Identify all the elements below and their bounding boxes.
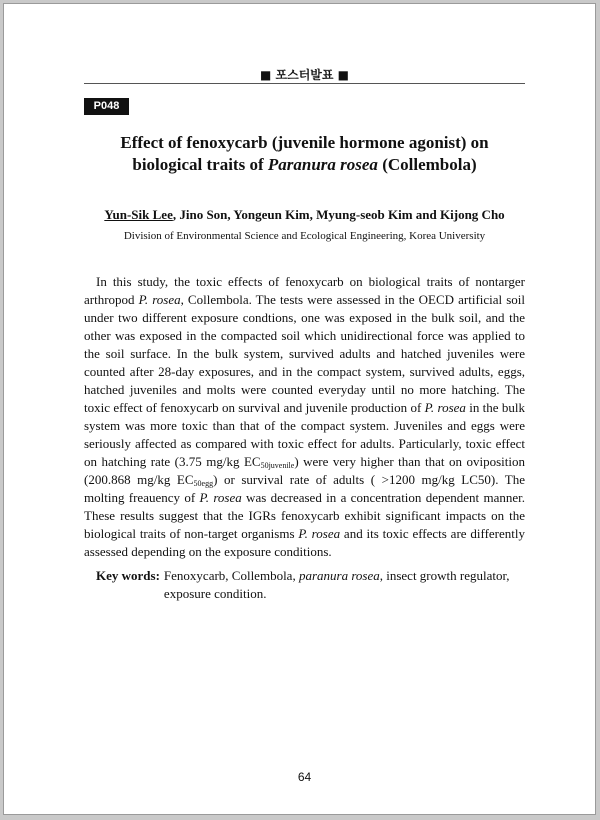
title-text-end: (Collembola) bbox=[377, 155, 477, 174]
species-name: P. rosea bbox=[424, 400, 466, 415]
section-header: ■ 포스터발표 ■ bbox=[260, 68, 349, 82]
abstract-text: , Collembola. The tests were assessed in the OECD artificial soil under two different exposure condtions, one was exposed in the bulk soil, and the other was exposed in the compacted soil which unidirectional force was applied to the soil surface. In the bulk system, survived adults and hatched juveniles were counted after 28-day exposures, and in the compact system, survived adults, eggs, hatched juveniles and molts were counted everyday until no more hatching. The toxic effect of fenoxycarb on survival and juvenile production of bbox=[84, 292, 526, 415]
abstract-text: in the bulk system was more toxic than that of the compact system. Juveniles and eggs were seriously affected as compared with toxic effect for adults. Particularly, toxic effect on hatching rate (3.75 mg/kg EC bbox=[84, 400, 526, 469]
keyword-text: Fenoxycarb, Collembola, bbox=[163, 568, 299, 583]
title-text: biological traits of bbox=[132, 155, 268, 174]
abstract-text: was decreased in a concentration dependent manner. These results suggest that the IGRs fenoxycarb exhibit significant impacts on the biological traits of non-target organisms bbox=[84, 490, 525, 541]
title-species-name: Paranura rosea bbox=[267, 155, 378, 174]
title-line-2 bbox=[84, 154, 525, 176]
paper-title bbox=[84, 132, 525, 176]
subscript: 50juvenile bbox=[260, 461, 295, 470]
author-list bbox=[84, 207, 525, 223]
species-name: P. rosea bbox=[138, 292, 181, 307]
title-line-1: Effect of fenoxycarb (juvenile hormone agonist) on bbox=[120, 133, 489, 152]
abstract-body bbox=[84, 273, 525, 561]
header-divider bbox=[84, 83, 525, 84]
subscript: 50egg bbox=[193, 479, 214, 488]
affiliation: Division of Environmental Science and Ecological Engineering, Korea University bbox=[123, 230, 486, 242]
presenting-author: Yun-Sik Lee bbox=[104, 207, 173, 222]
abstract-text: In this study, the toxic effects of fenoxycarb on biological traits of nontarger arthropod bbox=[84, 274, 525, 307]
poster-code-badge: P048 bbox=[84, 98, 129, 115]
abstract-text: ) were very higher than that on oviposition (200.868 mg/kg EC bbox=[84, 454, 525, 487]
page-number: 64 bbox=[297, 770, 312, 784]
keywords-text bbox=[164, 567, 526, 603]
keyword-text: , insect growth regulator, exposure condition. bbox=[163, 568, 510, 601]
document-page bbox=[3, 3, 596, 815]
keywords-block bbox=[96, 567, 526, 603]
keyword-species: paranura rosea bbox=[298, 568, 380, 583]
species-name: P. rosea bbox=[199, 490, 242, 505]
coauthors: , Jino Son, Yongeun Kim, Myung-seob Kim and Kijong Cho bbox=[172, 207, 505, 222]
keywords-label: Key words: bbox=[96, 568, 160, 583]
abstract-text: and its toxic effects are differently assessed depending on the exposure conditions. bbox=[84, 526, 526, 559]
species-name: P. rosea bbox=[298, 526, 341, 541]
abstract-text: ) or survival rate of adults ( >1200 mg/kg LC50). The molting freauency of bbox=[84, 472, 525, 505]
